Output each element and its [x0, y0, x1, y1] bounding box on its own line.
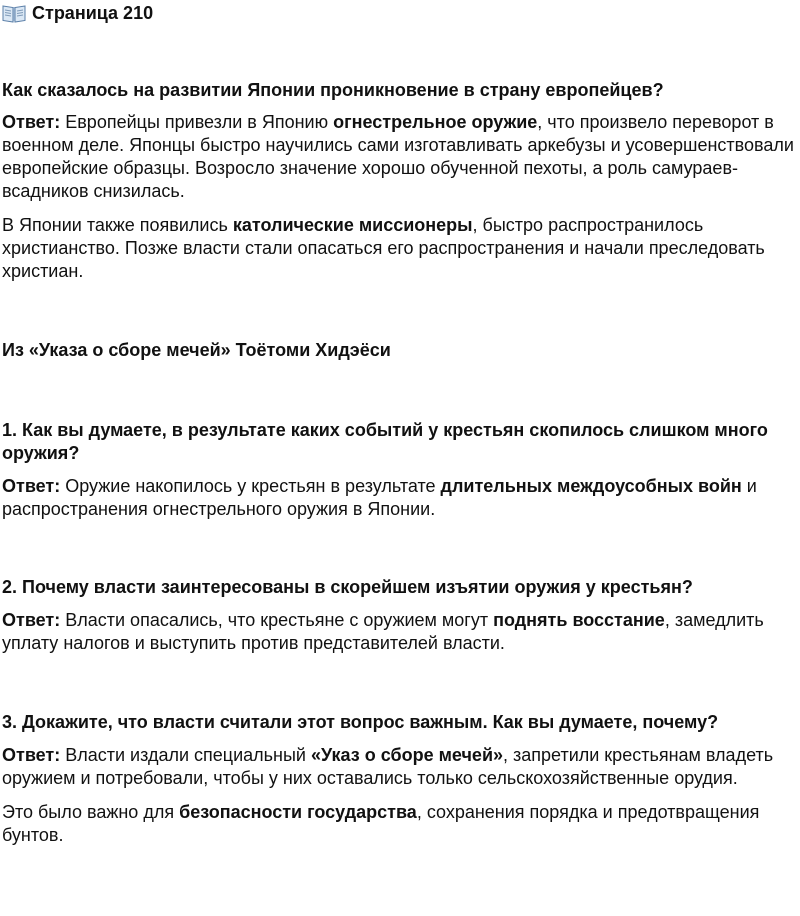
answer-highlight: длительных междоусобных войн: [440, 476, 742, 496]
answer-3-extra-paragraph: [2, 801, 796, 847]
answer-2: [2, 609, 796, 655]
answer-text: Власти опасались, что крестьяне с оружием могут: [60, 610, 494, 630]
answer-label: Ответ:: [2, 610, 61, 630]
question-3: 3. Докажите, что власти считали этот вопрос важным. Как вы думаете, почему?: [2, 712, 719, 732]
answer-text: Оружие накопилось у крестьян в результате: [60, 476, 441, 496]
intro-extra-paragraph: [2, 214, 796, 283]
source-title: Из «Указа о сборе мечей» Тоётоми Хидэёси: [2, 340, 391, 360]
question-1: 1. Как вы думаете, в результате каких событий у крестьян скопилось слишком много оружия?: [2, 420, 768, 463]
answer-label: Ответ:: [2, 745, 61, 765]
answer-text: , запретили крестьянам владеть оружием и потребовали, чтобы у них оставались только сельскохозяйственные орудия.: [2, 745, 774, 788]
answer-highlight: поднять восстание: [493, 610, 665, 630]
answer-text: Власти издали специальный: [60, 745, 311, 765]
answer-3: [2, 744, 796, 790]
answer-1: [2, 475, 796, 521]
intro-question: Как сказалось на развитии Японии проникновение в страну европейцев?: [2, 80, 664, 100]
answer-highlight: огнестрельное оружие: [333, 112, 538, 132]
paragraph-highlight: безопасности государства: [179, 802, 417, 822]
paragraph-text: В Японии также появились: [2, 215, 233, 235]
paragraph-text: , сохранения порядка и предотвращения бунтов.: [2, 802, 760, 845]
answer-highlight: «Указ о сборе мечей»: [311, 745, 504, 765]
open-book-icon: [2, 3, 26, 23]
answer-text: Европейцы привезли в Японию: [60, 112, 334, 132]
question-2: 2. Почему власти заинтересованы в скорейшем изъятии оружия у крестьян?: [2, 577, 693, 597]
page-title-text: Страница 210: [32, 3, 154, 23]
paragraph-text: Это было важно для: [2, 802, 180, 822]
paragraph-highlight: католические миссионеры: [232, 215, 473, 235]
answer-text: и распространения огнестрельного оружия в Японии.: [2, 476, 757, 519]
answer-text: , что произвело переворот в военном деле. Японцы быстро научились сами изготавливать аркебузы и усовершенствовали европейские образцы. Возросло значение хорошо обученной пехоты, а роль самураев-всадников снизилась.: [2, 112, 794, 201]
page-title: [2, 0, 796, 25]
answer-text: , замедлить уплату налогов и выступить против представителей власти.: [2, 610, 764, 653]
intro-answer: [2, 111, 796, 203]
answer-label: Ответ:: [2, 476, 61, 496]
answer-label: Ответ:: [2, 112, 61, 132]
paragraph-text: , быстро распространилось христианство. Позже власти стали опасаться его распространения и начали преследовать христиан.: [2, 215, 765, 281]
